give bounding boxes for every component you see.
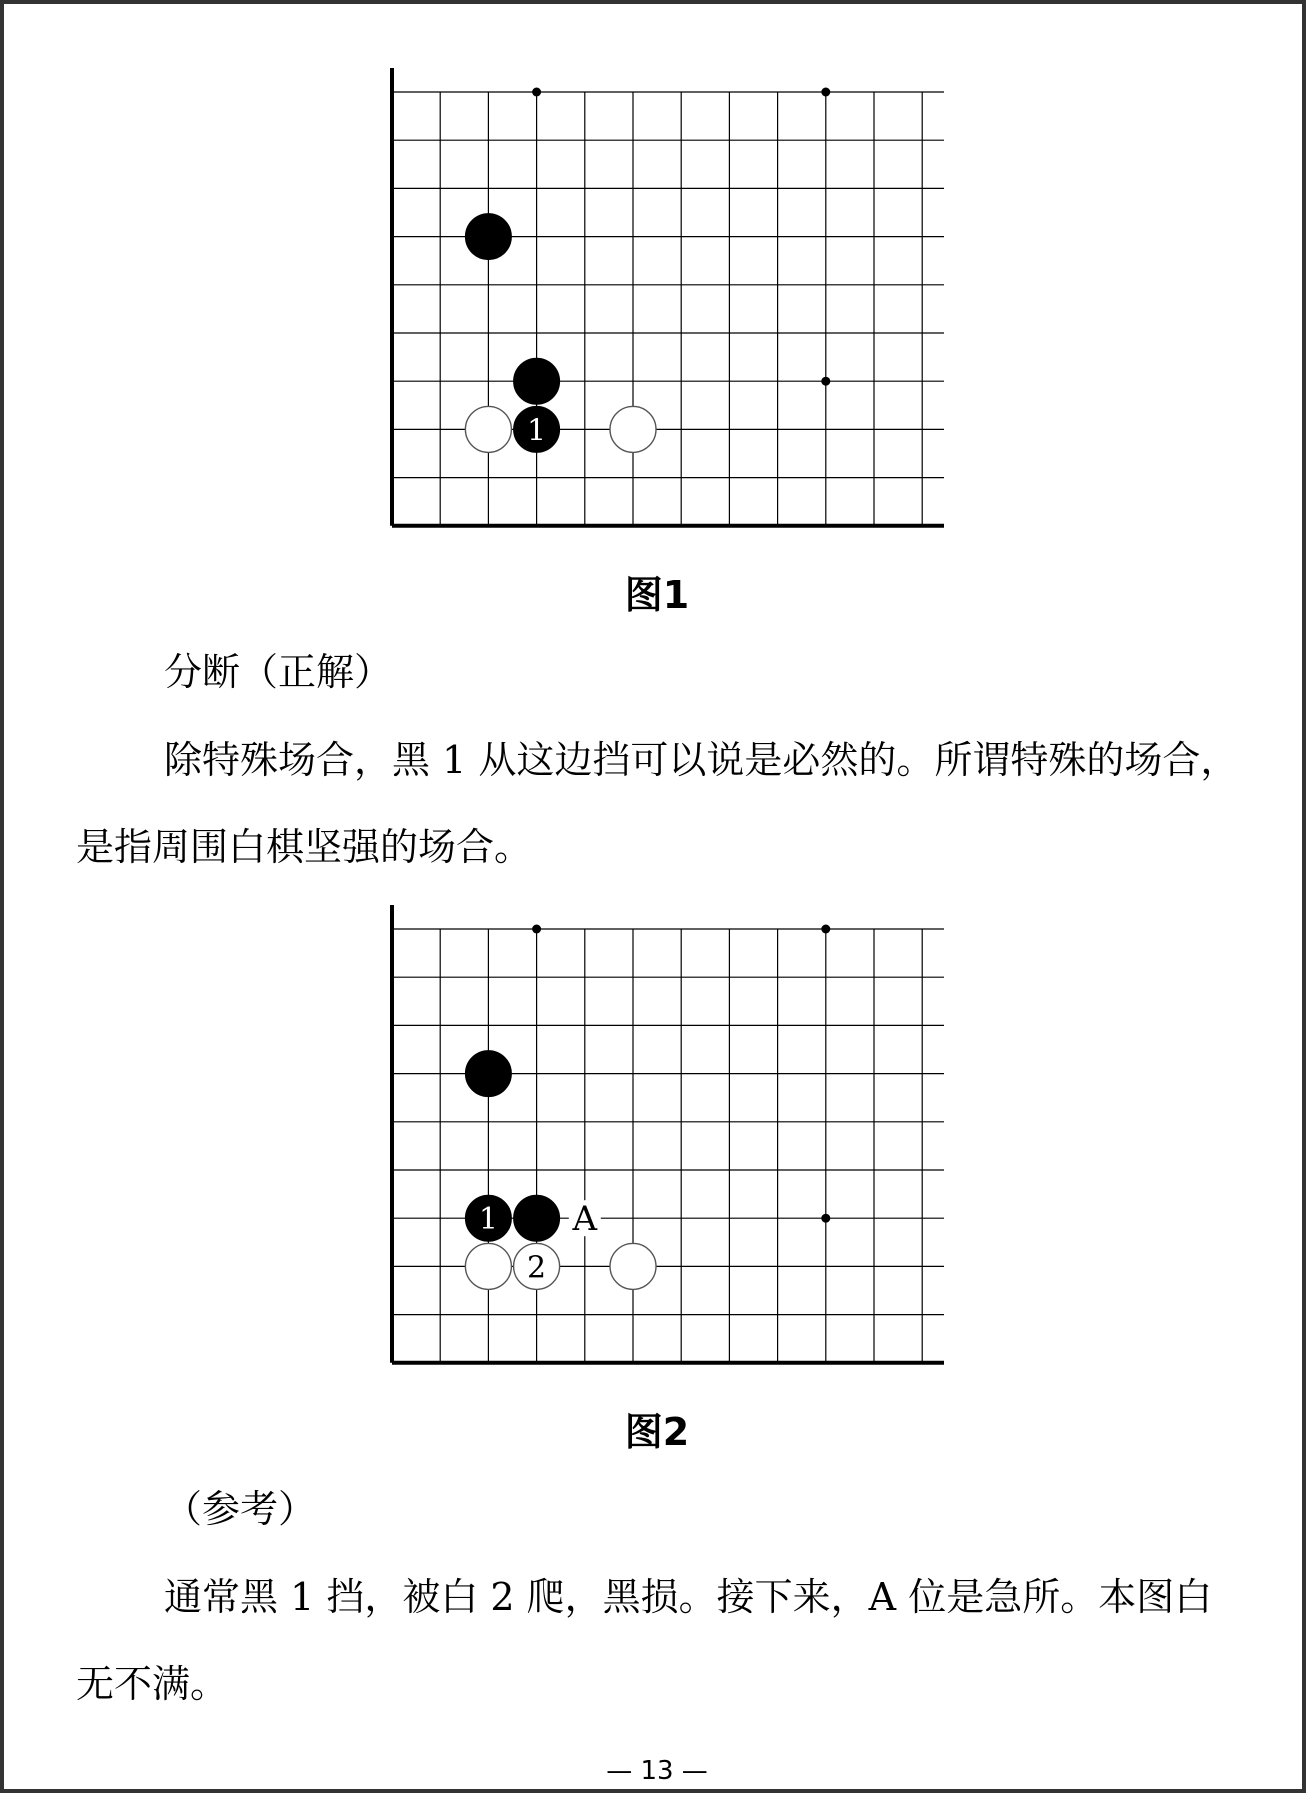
go-diagram-2 [388,901,948,1371]
star-point [532,925,541,934]
stone-move-number: 2 [527,1250,547,1286]
star-point [821,377,830,386]
go-board-1 [388,64,948,534]
stone-move-number: 1 [478,1202,498,1238]
white-stone [610,406,656,452]
go-diagram-1 [388,64,948,534]
black-stone [514,358,560,404]
star-point [821,925,830,934]
black-stone [514,1195,560,1241]
figure-caption-1: 图1 [624,573,690,617]
paragraph-1: 除特殊场合，黑 1 从这边挡可以说是必然的。所谓特殊的场合，是指周围白棋坚强的场合。 [76,738,1239,869]
section-heading-correct: 分断（正解） [164,650,393,694]
black-stone [465,214,511,260]
star-point [532,88,541,97]
white-stone [465,1243,511,1289]
white-stone [465,406,511,452]
section-heading-reference: （参考） [164,1487,317,1531]
stone-move-number: 1 [527,413,547,449]
star-point [821,88,830,97]
page-number: — 13 — [606,1756,708,1786]
white-stone [610,1243,656,1289]
star-point [821,1214,830,1223]
paragraph-2: 通常黑 1 挡，被白 2 爬，黑损。接下来，A 位是急所。本图白无不满。 [76,1575,1213,1706]
point-label: A [572,1199,598,1240]
go-board-2 [388,901,948,1371]
figure-caption-2: 图2 [624,1410,690,1454]
black-stone [465,1051,511,1097]
